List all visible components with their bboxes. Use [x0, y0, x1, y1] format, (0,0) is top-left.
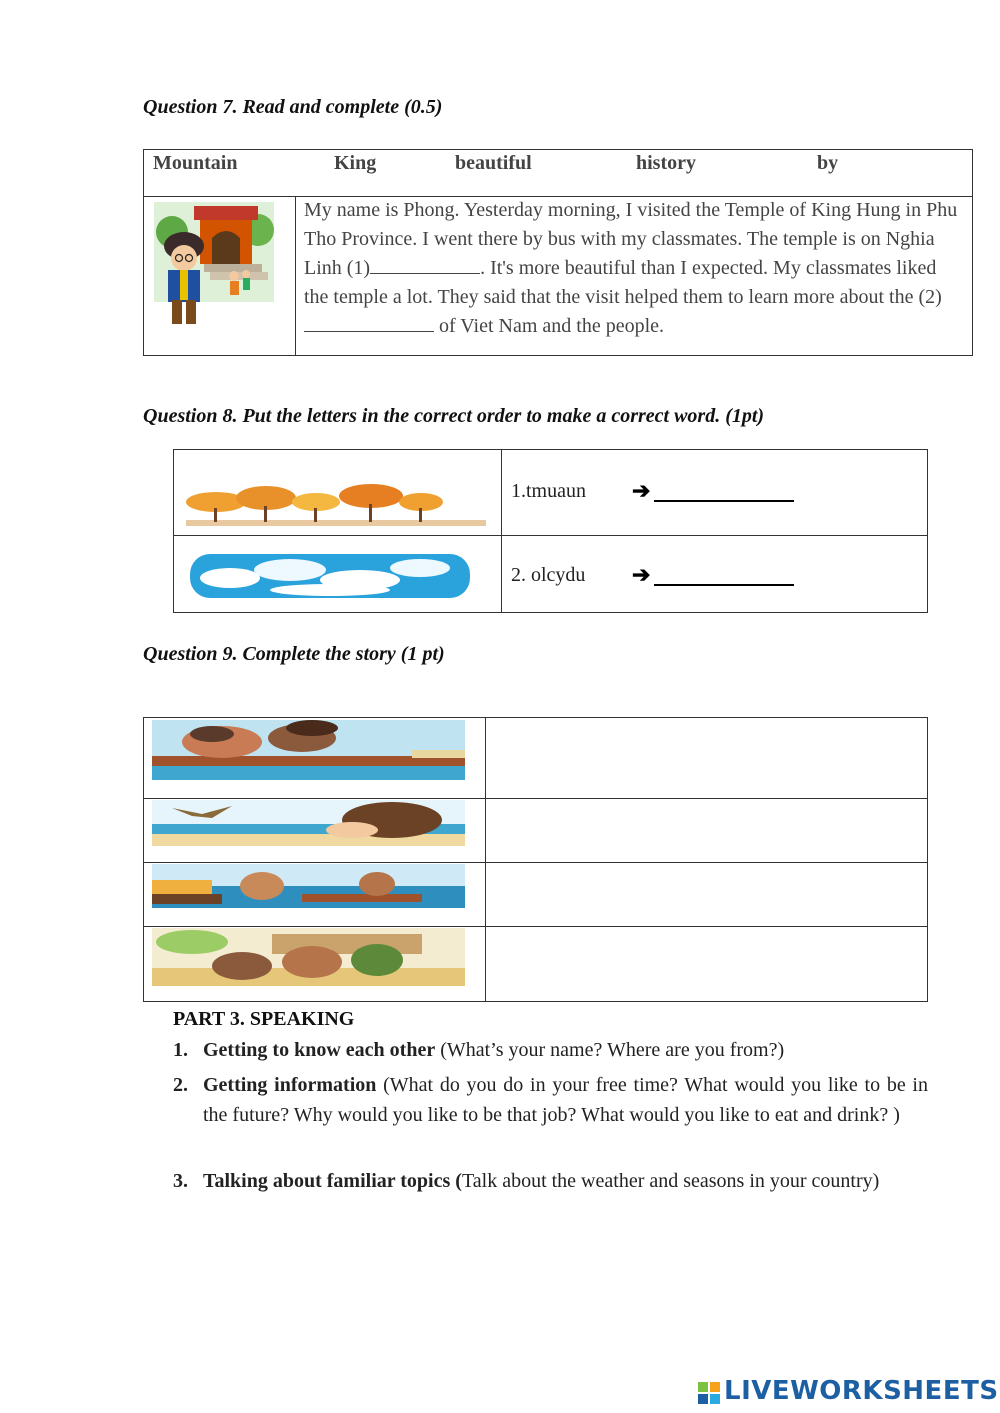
- word-bank-item: by: [817, 152, 839, 174]
- item-text: (What’s your name? Where are you from?): [435, 1039, 785, 1061]
- passage-part-3: of Viet Nam and the people.: [434, 315, 665, 337]
- word-bank-item: King: [334, 152, 377, 174]
- story-row: [144, 862, 927, 927]
- question-8-title: Question 8. Put the letters in the correct order to make a correct word. (1pt): [143, 405, 765, 427]
- item-number: 1.: [173, 1039, 188, 1061]
- answer-line[interactable]: [654, 500, 794, 502]
- logo-icon: [698, 1380, 722, 1408]
- unscramble-row: [174, 536, 927, 612]
- item-heading: Getting information: [203, 1074, 377, 1096]
- cloudy-sky-image: [190, 550, 470, 602]
- passage-part-1: My name is Phong. Yesterday morning, I visited the Temple of King Hung in Phu Tho Province. I went there by bus with my classmates. The temple is on Nghia Linh (1): [304, 199, 958, 279]
- cloudy-image-cell: [174, 536, 502, 612]
- answer-blank-1[interactable]: [370, 255, 480, 274]
- story-row: [144, 798, 927, 863]
- answer-line[interactable]: [654, 584, 794, 586]
- speaking-item: [173, 1166, 928, 1196]
- item-heading: Getting to know each other: [203, 1039, 436, 1061]
- unscramble-row: [174, 450, 927, 536]
- item-number: 3.: [173, 1170, 188, 1192]
- scrambled-word: 2. olcydu: [511, 564, 586, 586]
- scrambled-word: 1.tmuaun: [511, 480, 586, 502]
- speaking-item: [173, 1035, 928, 1065]
- logo-text: LIVEWORKSHEETS: [724, 1376, 999, 1406]
- story-picture-village: [152, 928, 465, 986]
- question-8-table: [173, 449, 928, 613]
- reading-passage: [304, 196, 964, 341]
- story-row: [144, 718, 927, 799]
- question-9-table: [143, 717, 928, 1002]
- story-picture-boat: [152, 720, 465, 780]
- speaking-item: [173, 1070, 928, 1130]
- item-number: 2.: [173, 1074, 188, 1096]
- answer-blank-2[interactable]: [304, 313, 434, 332]
- autumn-image-cell: [174, 450, 502, 535]
- word-bank-item: Mountain: [153, 152, 238, 174]
- story-picture-shore: [152, 864, 465, 908]
- arrow-right-icon: ➔: [632, 478, 651, 503]
- item-text: Talk about the weather and seasons in your country): [461, 1170, 880, 1192]
- story-picture-eagle: [152, 800, 465, 846]
- autumn-trees-image: [186, 484, 486, 528]
- question-7-table: [143, 149, 973, 356]
- word-bank-item: history: [636, 152, 696, 174]
- question-9-title: Question 9. Complete the story (1 pt): [143, 643, 445, 665]
- passage-part-2: . It's more beautiful than I expected. My classmates liked the temple a lot. They said that the visit helped them to learn more about the (2): [304, 257, 942, 308]
- question-7-title: Question 7. Read and complete (0.5): [143, 96, 443, 118]
- item-heading: Talking about familiar topics (: [203, 1170, 462, 1192]
- arrow-right-icon: ➔: [632, 562, 651, 587]
- word-bank: [144, 150, 972, 197]
- item-text: (What do you do in your free time? What would you like to be in the future? Why would you like to be that job? What would you like to eat and drink? ): [203, 1074, 928, 1126]
- speaking-section-title: PART 3. SPEAKING: [173, 1008, 355, 1030]
- story-row: [144, 926, 927, 1002]
- word-bank-item: beautiful: [455, 152, 532, 174]
- temple-illustration-cell: [144, 196, 296, 355]
- boy-at-temple-illustration: [154, 202, 274, 330]
